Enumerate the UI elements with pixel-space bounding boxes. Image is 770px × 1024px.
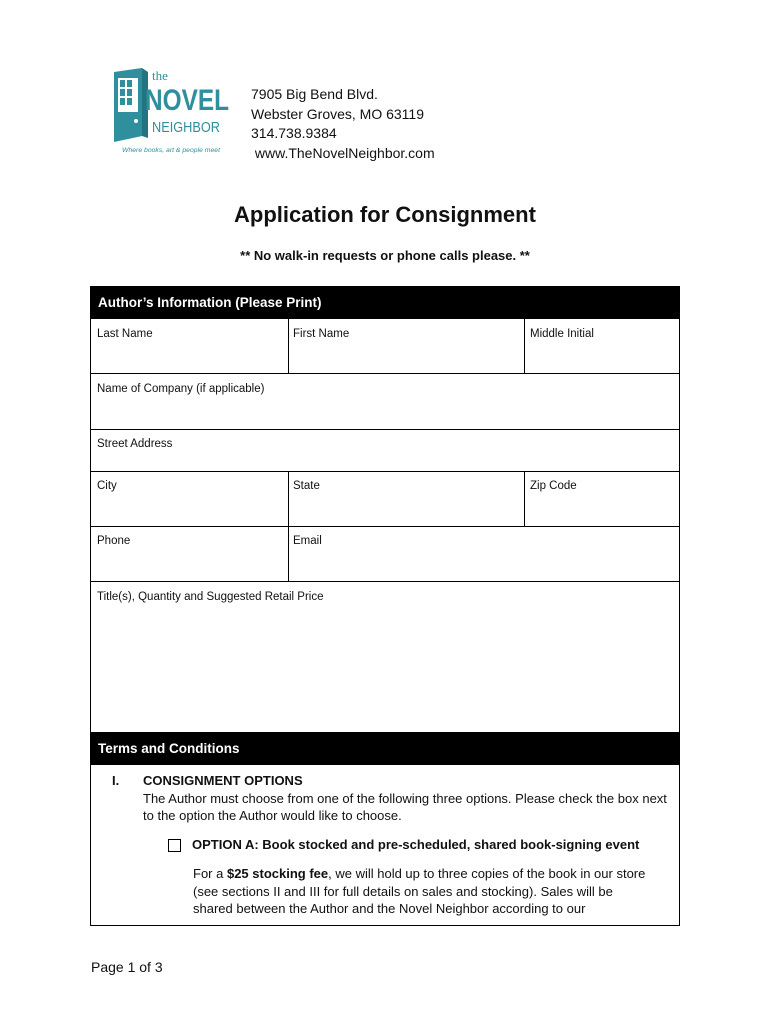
option-a-body — [193, 865, 648, 918]
section-number: I. — [112, 773, 120, 788]
divider — [524, 319, 525, 373]
logo-word-neighbor: NEIGHBOR — [152, 119, 221, 136]
divider — [288, 319, 289, 373]
city-field[interactable]: City — [97, 480, 117, 492]
option-a-text-pre: For a — [193, 866, 227, 881]
street-address-field[interactable]: Street Address — [97, 438, 173, 450]
store-address — [251, 85, 435, 163]
author-section-heading: Author’s Information (Please Print) — [91, 287, 679, 319]
address-city: Webster Groves, MO 63119 — [251, 105, 424, 122]
divider — [91, 526, 679, 527]
email-field[interactable]: Email — [293, 535, 322, 547]
page-subtitle: ** No walk-in requests or phone calls please. ** — [240, 248, 530, 263]
door-logo-icon — [112, 66, 230, 158]
divider — [288, 526, 289, 581]
option-a-text-post: , we will hold up to three copies of the book in our store (see sections II and III for full details on sales and stocking). Sales will be shared between the Author and the Novel Neighbor according to our — [193, 866, 646, 916]
store-logo — [112, 66, 230, 158]
phone-field[interactable]: Phone — [97, 535, 131, 547]
option-a-fee: $25 stocking fee — [226, 866, 329, 881]
section-title: CONSIGNMENT OPTIONS — [143, 773, 303, 788]
first-name-field[interactable]: First Name — [293, 328, 350, 340]
address-street: 7905 Big Bend Blvd. — [251, 86, 378, 102]
state-field[interactable]: State — [293, 480, 320, 492]
divider — [524, 471, 525, 526]
titles-field[interactable]: Title(s), Quantity and Suggested Retail Price — [97, 591, 324, 603]
divider — [91, 429, 679, 430]
divider — [288, 471, 289, 526]
page-title: Application for Consignment — [234, 202, 536, 227]
option-a-checkbox[interactable] — [168, 839, 181, 852]
address-phone: 314.738.9384 — [251, 125, 337, 141]
address-website: www.TheNovelNeighbor.com — [251, 144, 435, 161]
middle-initial-field[interactable]: Middle Initial — [530, 328, 594, 340]
last-name-field[interactable]: Last Name — [97, 328, 153, 340]
page-number: Page 1 of 3 — [91, 959, 163, 975]
section-body: The Author must choose from one of the following three options. Please check the box next to the option the Author would like to choose. — [143, 790, 667, 823]
option-a-title: OPTION A: Book stocked and pre-scheduled, shared book-signing event — [192, 837, 640, 852]
divider — [91, 373, 679, 374]
consignment-form — [90, 286, 680, 926]
terms-section-heading: Terms and Conditions — [91, 732, 679, 765]
zip-code-field[interactable]: Zip Code — [530, 480, 577, 492]
company-field[interactable]: Name of Company (if applicable) — [97, 383, 265, 395]
logo-word-novel: NOVEL — [145, 84, 229, 117]
divider — [91, 471, 679, 472]
logo-word-the: the — [152, 68, 168, 83]
logo-tagline: Where books, art & people meet — [122, 147, 222, 154]
divider — [91, 581, 679, 582]
